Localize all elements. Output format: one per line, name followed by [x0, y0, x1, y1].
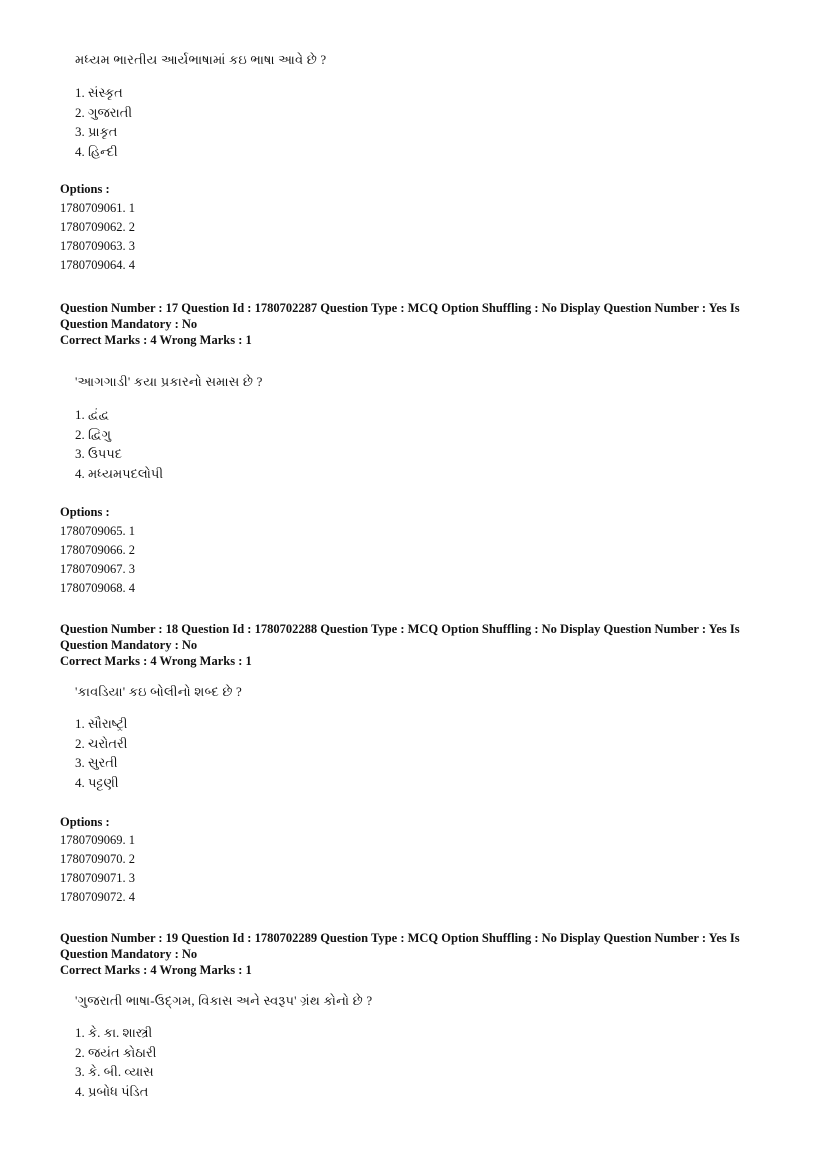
choice-item: 4. હિન્દી	[75, 143, 118, 159]
choice-item: 4. પટ્ટણી	[75, 774, 119, 790]
option-id: 1780709066. 2	[60, 543, 135, 557]
choice-item: 1. સૌરાષ્ટ્રી	[75, 716, 128, 731]
question-19-meta	[60, 930, 760, 978]
question-18-option-ids	[60, 831, 135, 907]
question-meta-line: Question Number : 19 Question Id : 1780702289 Question Type : MCQ Option Shuffling : No Display Question Number : Yes Is	[60, 931, 740, 945]
question-marks: Correct Marks : 4 Wrong Marks : 1	[60, 654, 252, 668]
question-19-choices	[75, 1023, 156, 1101]
question-16-option-ids	[60, 199, 135, 275]
question-18-meta	[60, 621, 760, 669]
question-marks: Correct Marks : 4 Wrong Marks : 1	[60, 333, 252, 347]
choice-item: 2. ગુજરાતી	[75, 104, 133, 120]
choice-item: 1. સંસ્કૃત	[75, 85, 123, 100]
option-id: 1780709061. 1	[60, 201, 135, 215]
question-marks: Correct Marks : 4 Wrong Marks : 1	[60, 963, 252, 977]
question-17-text: 'આગગાડી' કયા પ્રકારનો સમાસ છે ?	[75, 374, 263, 389]
choice-item: 3. ઉપપદ	[75, 446, 122, 461]
options-label: Options :	[60, 505, 110, 519]
choice-item: 3. પ્રાકૃત	[75, 124, 118, 139]
choice-item: 4. મધ્યમપદલોપી	[75, 465, 164, 481]
choice-item: 2. દ્વિગુ	[75, 426, 111, 442]
option-id: 1780709062. 2	[60, 220, 135, 234]
question-meta-line: Question Mandatory : No	[60, 317, 198, 331]
choice-item: 3. કે. બી. વ્યાસ	[75, 1064, 154, 1079]
question-meta-line: Question Number : 18 Question Id : 1780702288 Question Type : MCQ Option Shuffling : No Display Question Number : Yes Is	[60, 622, 740, 636]
question-meta-line: Question Mandatory : No	[60, 947, 198, 961]
option-id: 1780709065. 1	[60, 524, 135, 538]
question-17-option-ids	[60, 522, 135, 598]
options-label: Options :	[60, 815, 110, 829]
question-16-text: મધ્યમ ભારતીય આર્યભાષામાં કઇ ભાષા આવે છે ?	[75, 52, 327, 67]
choice-item: 3. સુરતી	[75, 755, 118, 770]
choice-item: 1. કે. કા. શાસ્ત્રી	[75, 1025, 153, 1040]
question-18-choices	[75, 714, 127, 792]
question-17-meta	[60, 300, 760, 348]
choice-item: 2. ચરોતરી	[75, 735, 128, 751]
option-id: 1780709072. 4	[60, 890, 135, 904]
choice-item: 1. દ્વંદ્વ	[75, 407, 110, 422]
option-id: 1780709070. 2	[60, 852, 135, 866]
option-id: 1780709068. 4	[60, 581, 135, 595]
option-id: 1780709064. 4	[60, 258, 135, 272]
question-17-choices	[75, 405, 163, 483]
choice-item: 2. જયંત કોઠારી	[75, 1044, 157, 1060]
question-19-text: 'ગુજરાતી ભાષા-ઉદ્ગમ, વિકાસ અને સ્વરૂપ' ગ્રંથ કોનો છે ?	[75, 993, 373, 1008]
question-meta-line: Question Mandatory : No	[60, 638, 198, 652]
question-18-text: 'કાવડિયા' કઇ બોલીનો શબ્દ છે ?	[75, 684, 243, 699]
option-id: 1780709071. 3	[60, 871, 135, 885]
question-meta-line: Question Number : 17 Question Id : 1780702287 Question Type : MCQ Option Shuffling : No Display Question Number : Yes Is	[60, 301, 740, 315]
question-16-choices	[75, 83, 132, 161]
option-id: 1780709063. 3	[60, 239, 135, 253]
option-id: 1780709067. 3	[60, 562, 135, 576]
options-label: Options :	[60, 182, 110, 196]
option-id: 1780709069. 1	[60, 833, 135, 847]
choice-item: 4. પ્રબોધ પંડિત	[75, 1083, 149, 1099]
